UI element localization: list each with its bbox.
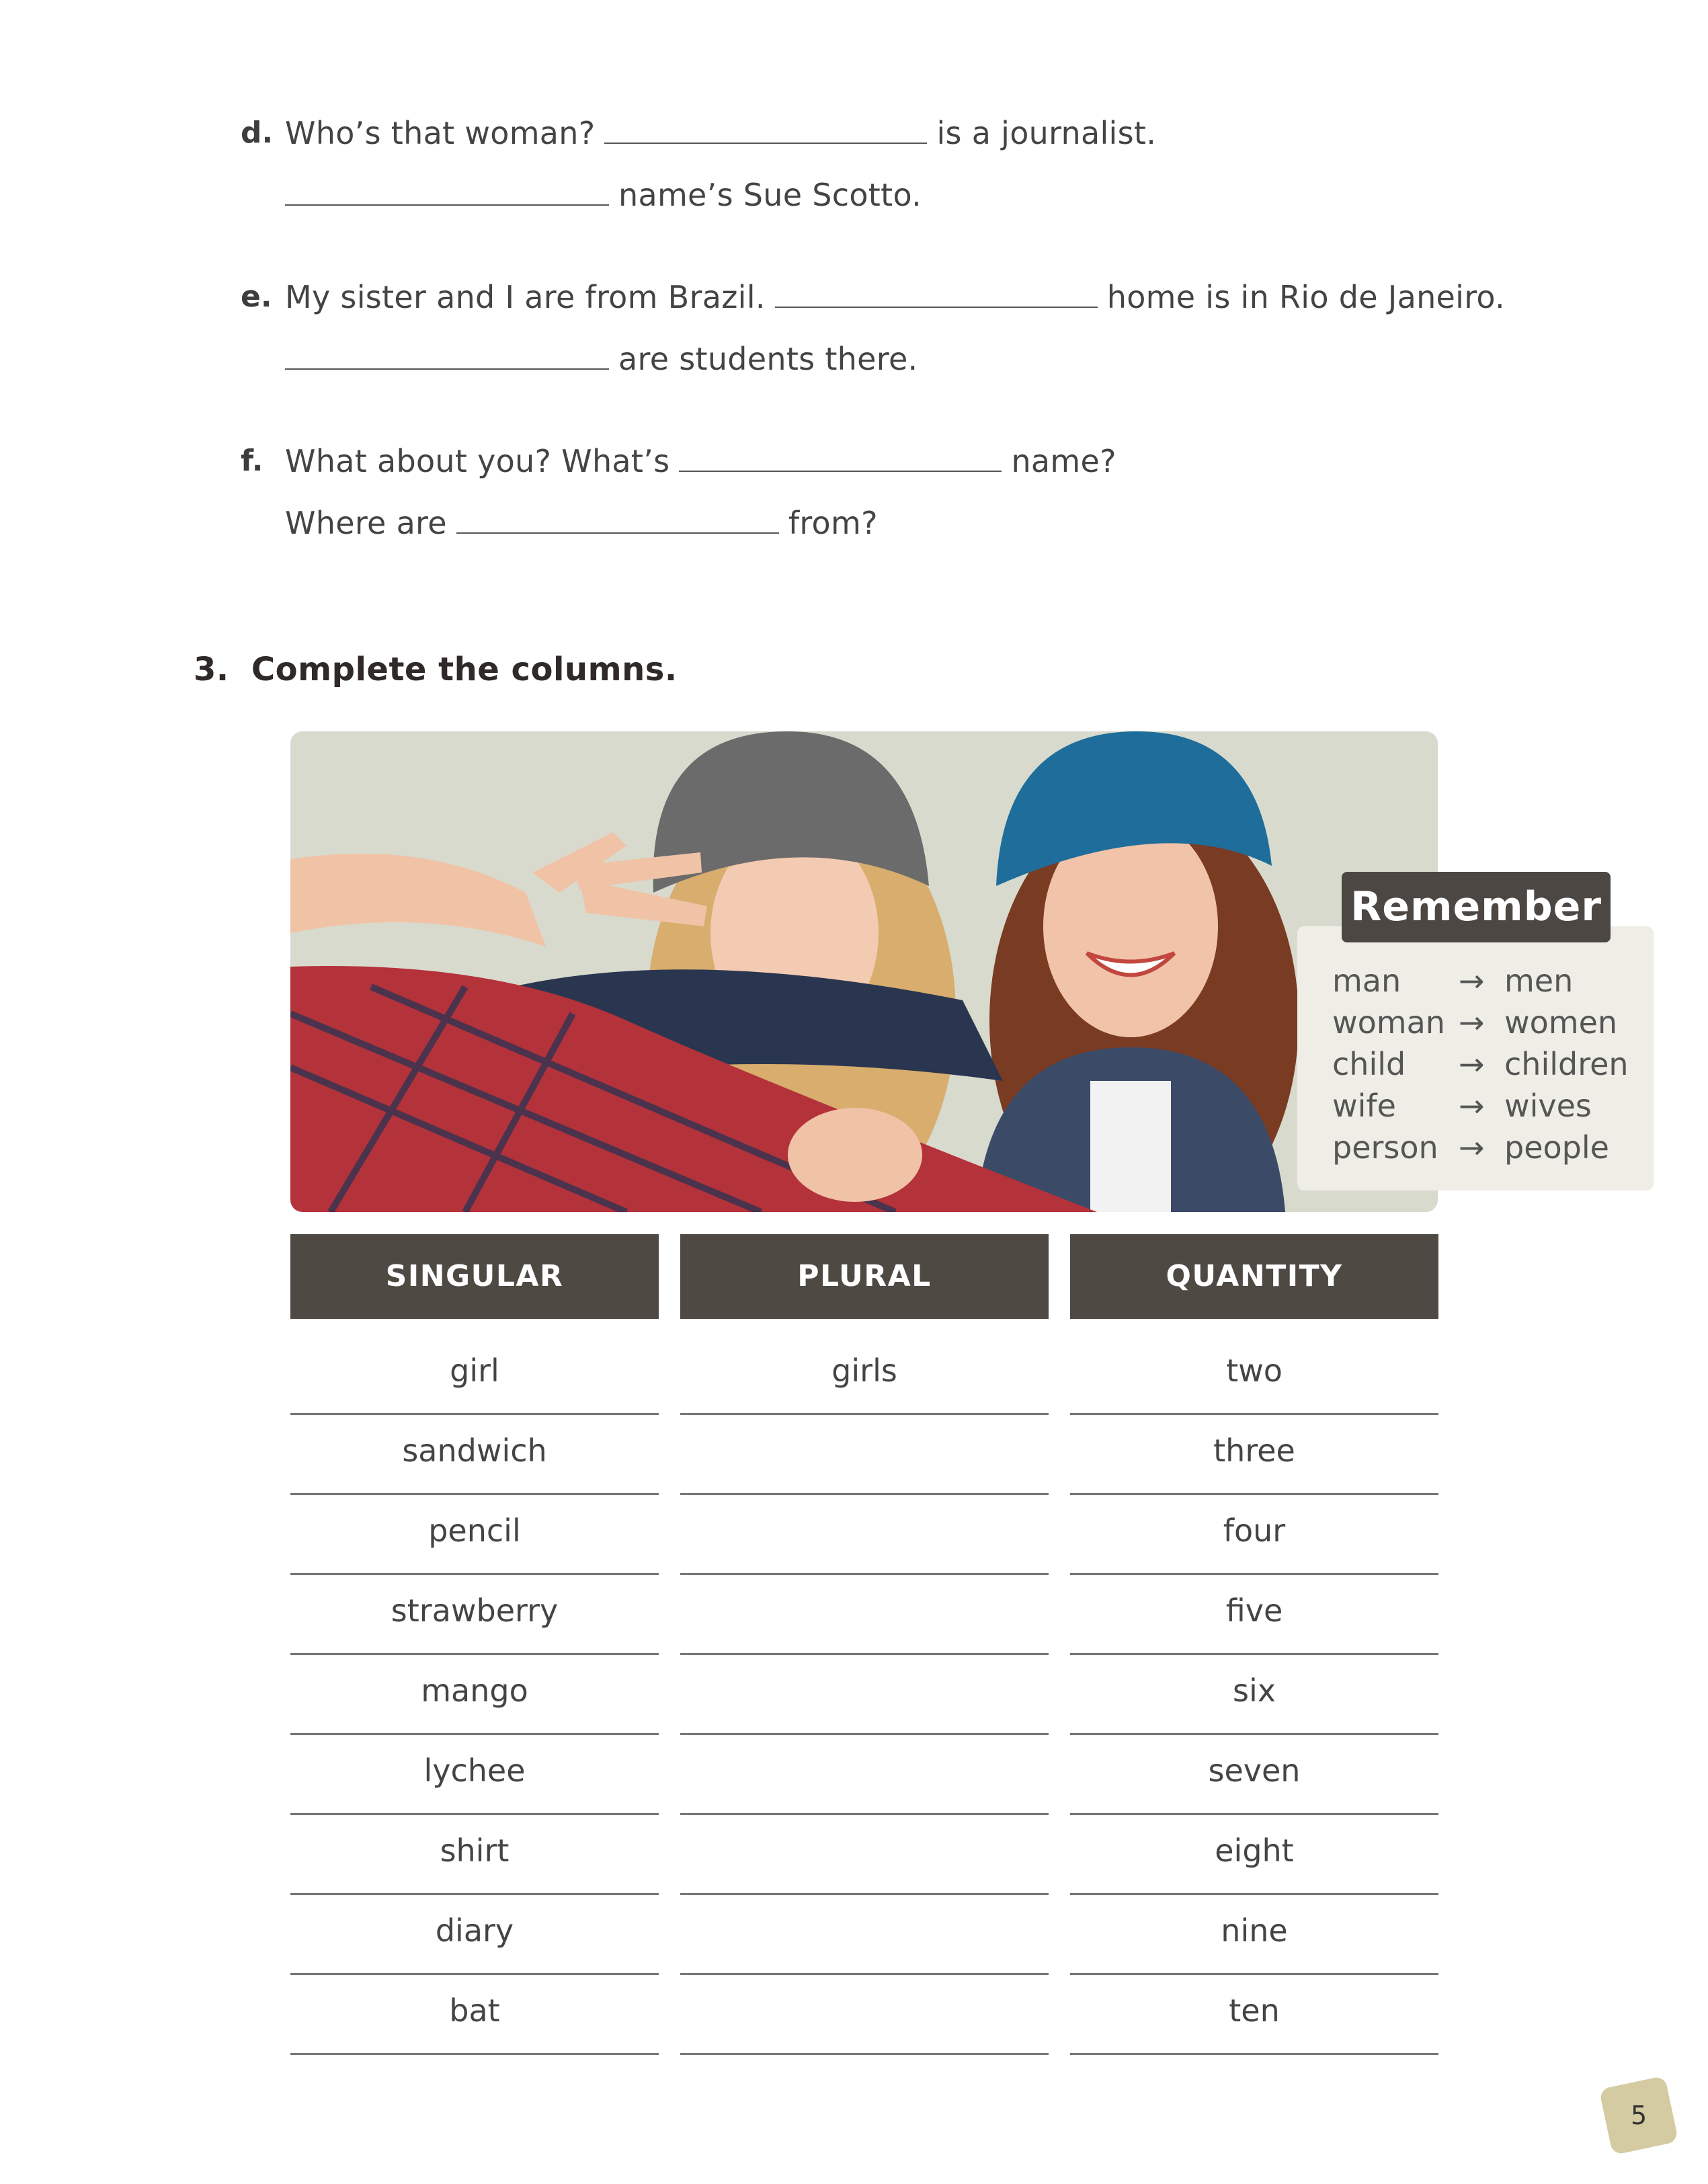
table-cell-plural[interactable] <box>680 1734 1049 1815</box>
item-text: home is in Rio de Janeiro. <box>1106 279 1505 315</box>
remember-plural: men <box>1504 963 1574 999</box>
photo-two-girls <box>290 731 1438 1212</box>
table-cell-quantity: three <box>1070 1414 1438 1495</box>
item-line-2 <box>285 503 1708 543</box>
answer-blank[interactable] <box>456 508 779 534</box>
page-number-badge <box>1599 2076 1679 2156</box>
table-cell-singular: mango <box>290 1654 659 1735</box>
table-cell-quantity: five <box>1070 1574 1438 1655</box>
item-text: name’s Sue Scotto. <box>618 177 922 213</box>
table-cell-singular: girl <box>290 1334 659 1415</box>
item-line-1 <box>285 113 1708 153</box>
answer-blank[interactable] <box>775 282 1098 308</box>
answer-blank[interactable] <box>679 446 1002 472</box>
table-cell-singular: strawberry <box>290 1574 659 1655</box>
remember-row <box>1332 1043 1641 1085</box>
answer-blank[interactable] <box>285 180 609 206</box>
remember-plural: wives <box>1504 1088 1592 1124</box>
remember-row <box>1332 960 1641 1002</box>
remember-singular: child <box>1332 1046 1406 1082</box>
exercise-title: Complete the columns. <box>251 651 678 688</box>
item-text: name? <box>1011 443 1116 479</box>
remember-singular: wife <box>1332 1088 1396 1124</box>
table-cell-quantity: two <box>1070 1334 1438 1415</box>
table-cell-plural[interactable]: girls <box>680 1334 1049 1415</box>
table-cell-quantity: nine <box>1070 1894 1438 1975</box>
page-number: 5 <box>1630 2101 1648 2130</box>
table-cell-plural[interactable] <box>680 1574 1049 1655</box>
table-cell-quantity: six <box>1070 1654 1438 1735</box>
arrow-icon: → <box>1459 1004 1485 1041</box>
item-line-1 <box>285 441 1708 481</box>
item-text: from? <box>788 505 878 541</box>
exercise-heading <box>194 649 678 690</box>
item-text: are students there. <box>618 341 918 377</box>
remember-singular: man <box>1332 963 1401 999</box>
remember-singular: woman <box>1332 1004 1445 1041</box>
table-cell-plural[interactable] <box>680 1494 1049 1575</box>
table-cell-plural[interactable] <box>680 1894 1049 1975</box>
item-text: is a journalist. <box>936 115 1157 151</box>
header-quantity: QUANTITY <box>1070 1234 1438 1319</box>
table-cell-singular: diary <box>290 1894 659 1975</box>
item-text: Where are <box>285 505 447 541</box>
item-e <box>0 277 1708 391</box>
table-cell-singular: lychee <box>290 1734 659 1815</box>
remember-plural: children <box>1504 1046 1629 1082</box>
remember-plural: people <box>1504 1129 1609 1166</box>
header-plural: PLURAL <box>680 1234 1049 1319</box>
table-cell-plural[interactable] <box>680 1414 1049 1495</box>
item-line-2 <box>285 175 1708 215</box>
item-f <box>0 441 1708 555</box>
remember-title: Remember <box>1342 872 1611 942</box>
exercise-number: 3. <box>194 651 229 688</box>
table-cell-singular: sandwich <box>290 1414 659 1495</box>
table-cell-plural[interactable] <box>680 1974 1049 2055</box>
table-cell-quantity: seven <box>1070 1734 1438 1815</box>
table-cell-quantity: four <box>1070 1494 1438 1575</box>
arrow-icon: → <box>1459 963 1485 999</box>
table-cell-singular: shirt <box>290 1814 659 1895</box>
item-line-2 <box>285 339 1708 379</box>
table-cell-singular: bat <box>290 1974 659 2055</box>
item-text: What about you? What’s <box>285 443 670 479</box>
table-cell-plural[interactable] <box>680 1654 1049 1735</box>
remember-row <box>1332 1127 1641 1168</box>
item-d <box>0 113 1708 227</box>
remember-row <box>1332 1002 1641 1043</box>
item-line-1 <box>285 277 1708 317</box>
arrow-icon: → <box>1459 1088 1485 1124</box>
remember-plural: women <box>1504 1004 1618 1041</box>
arrow-icon: → <box>1459 1046 1485 1082</box>
item-letter: f. <box>241 444 263 478</box>
table-cell-singular: pencil <box>290 1494 659 1575</box>
remember-singular: person <box>1332 1129 1438 1166</box>
remember-row <box>1332 1085 1641 1127</box>
item-letter: e. <box>241 280 272 314</box>
table-cell-plural[interactable] <box>680 1814 1049 1895</box>
answer-blank[interactable] <box>604 118 927 144</box>
arrow-icon: → <box>1459 1129 1485 1166</box>
item-letter: d. <box>241 116 274 150</box>
table-cell-quantity: ten <box>1070 1974 1438 2055</box>
answer-blank[interactable] <box>285 344 609 370</box>
item-text: Who’s that woman? <box>285 115 596 151</box>
photo-illustration <box>290 731 1438 1212</box>
table-cell-quantity: eight <box>1070 1814 1438 1895</box>
item-text: My sister and I are from Brazil. <box>285 279 766 315</box>
header-singular: SINGULAR <box>290 1234 659 1319</box>
